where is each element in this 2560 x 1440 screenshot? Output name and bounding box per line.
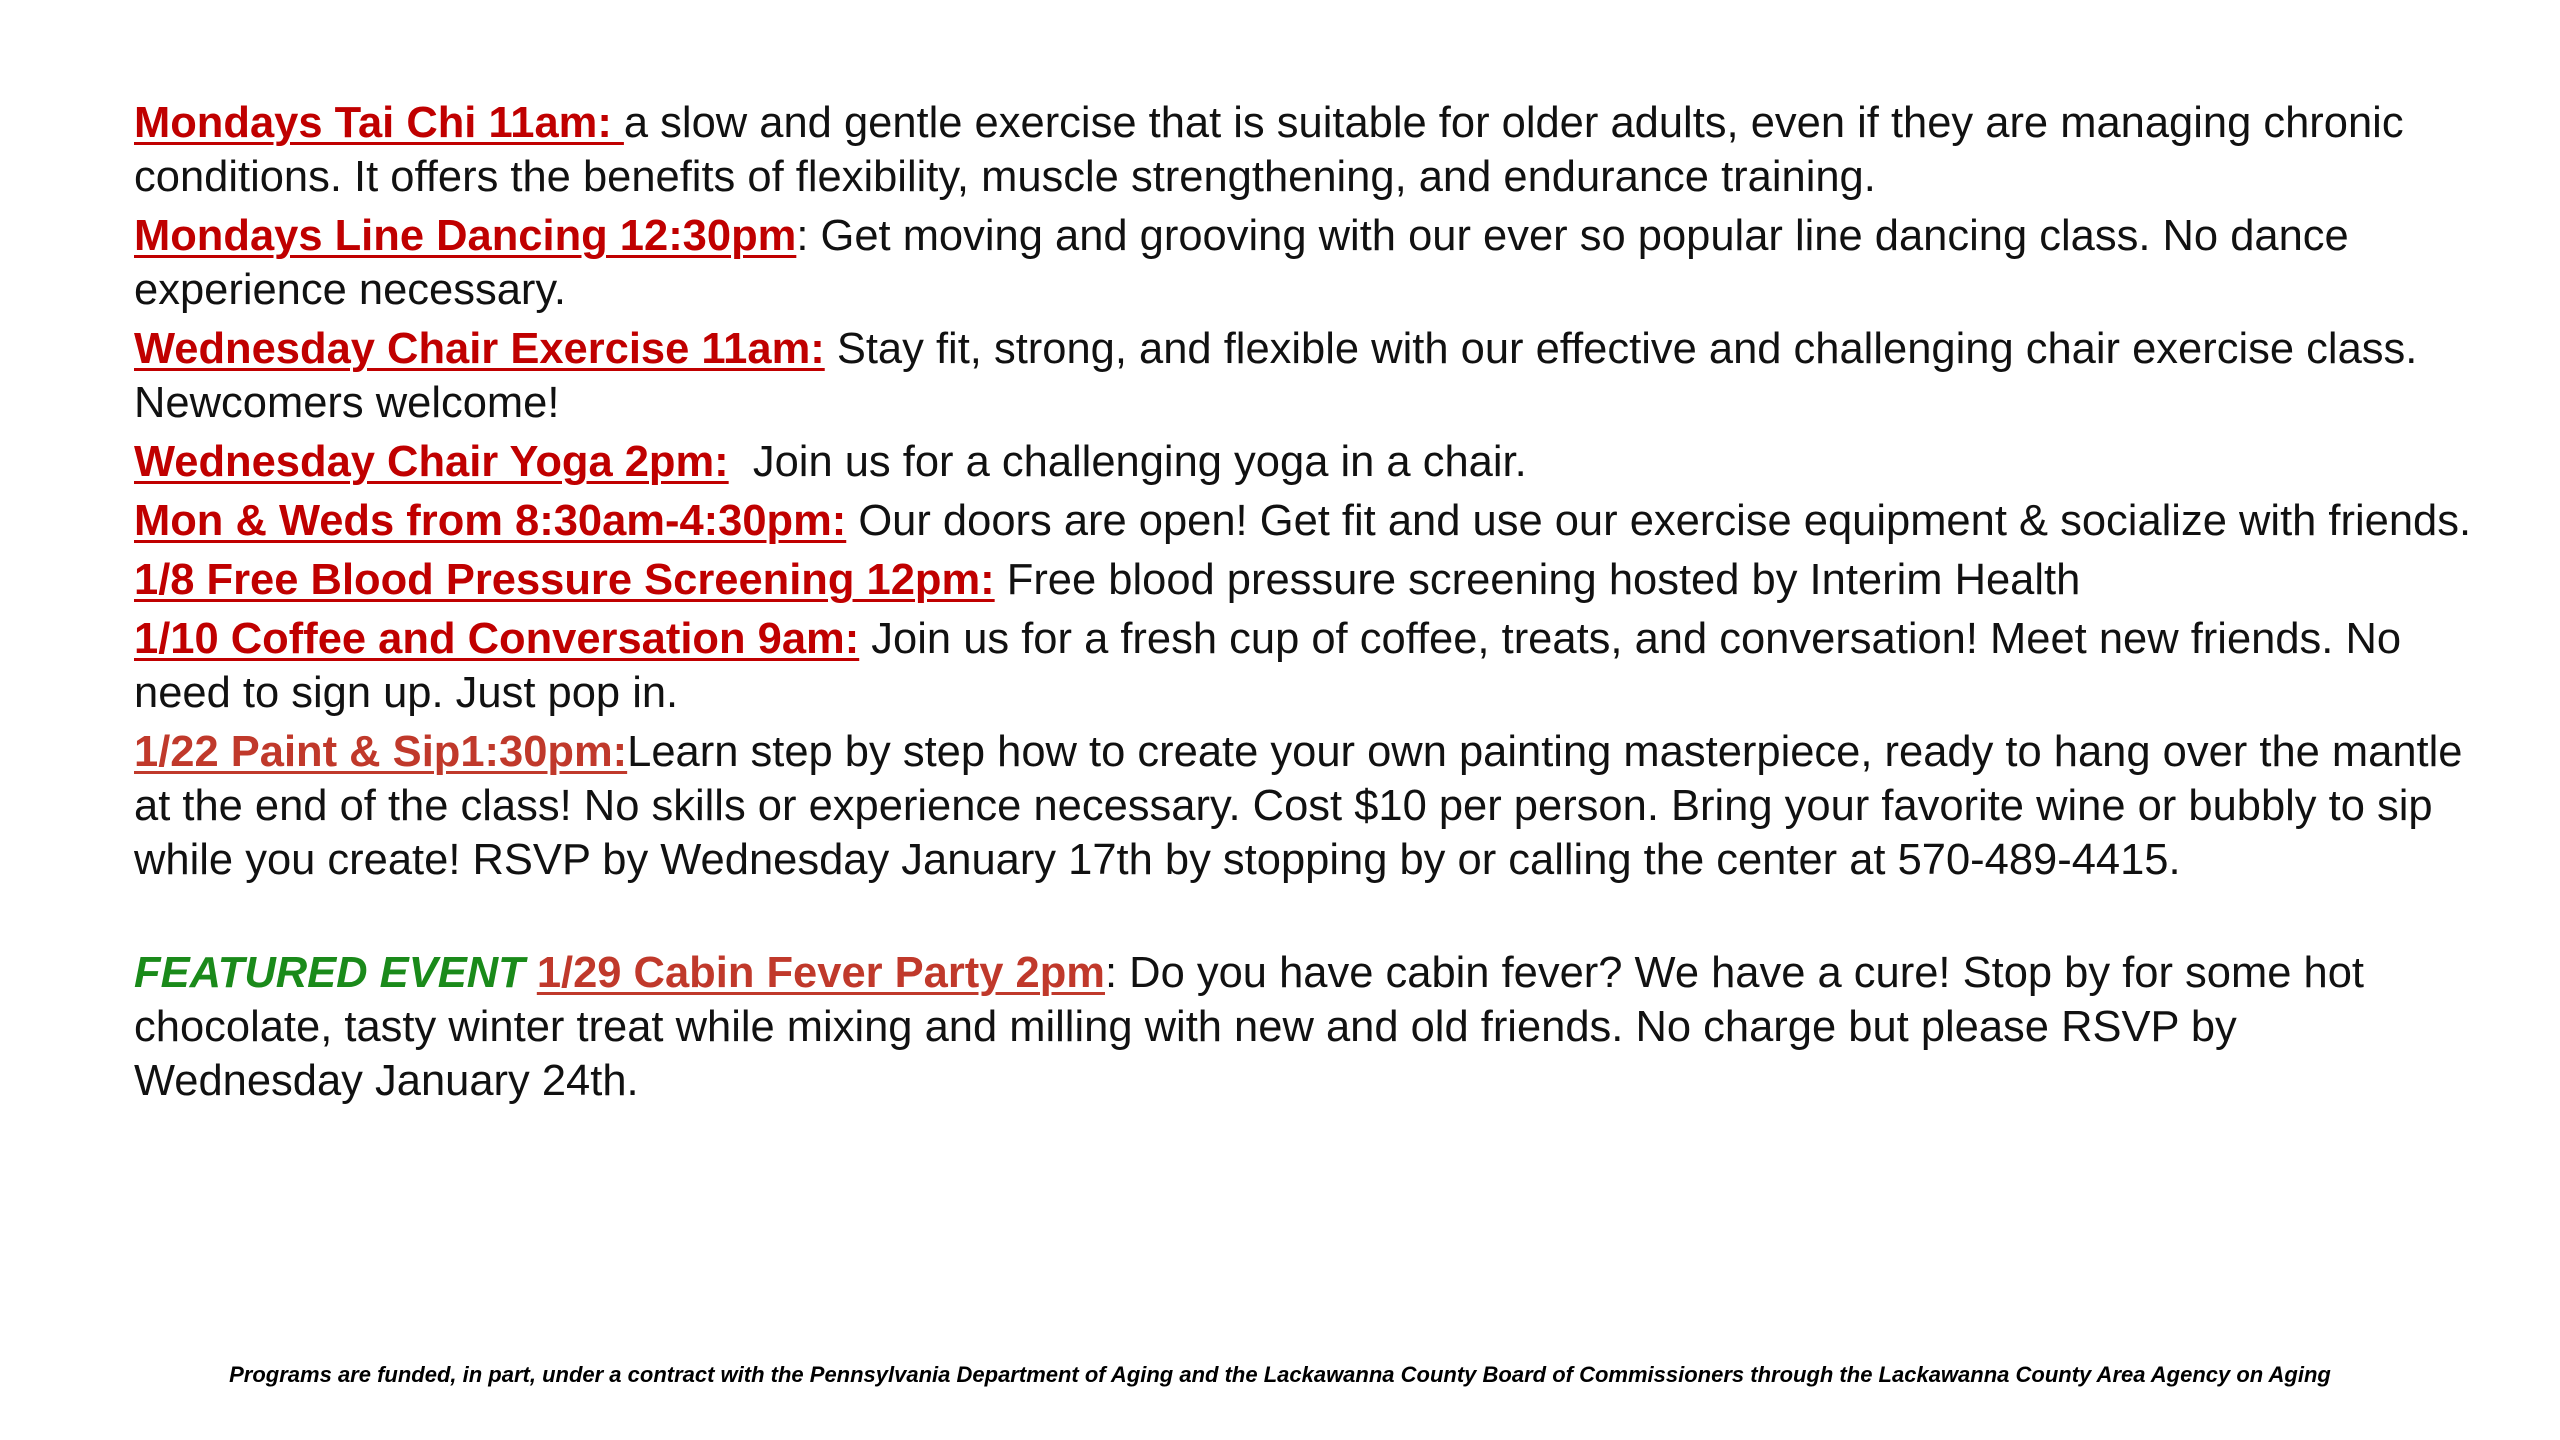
event-open-hours	[134, 494, 2474, 548]
funding-footer: Programs are funded, in part, under a contract with the Pennsylvania Department of Aging and the Lackawanna County Board of Commissioners through the Lackawanna County Area Agency on Aging	[229, 1362, 2331, 1387]
event-description: Stay fit, strong, and flexible with our effective and challenging chair exercise class. Newcomers welcome!	[134, 325, 2418, 427]
event-chair-yoga	[134, 435, 2474, 489]
event-description: : Do you have cabin fever? We have a cure! Stop by for some hot chocolate, tasty winter treat while mixing and milling with new and old friends. No charge but please RSVP by Wednesday January 24th.	[134, 949, 2364, 1105]
event-title: 1/22 Paint & Sip1:30pm:	[134, 728, 628, 776]
event-blood-pressure	[134, 553, 2474, 607]
event-title: Mon & Weds from 8:30am-4:30pm:	[134, 497, 847, 545]
featured-event-tag: FEATURED EVENT	[134, 949, 537, 997]
event-description: Free blood pressure screening hosted by Interim Health	[994, 556, 2081, 604]
event-description: Join us for a challenging yoga in a chair.	[728, 438, 1527, 486]
event-title: Wednesday Chair Exercise 11am:	[134, 325, 825, 373]
featured-event	[134, 946, 2474, 1108]
event-chair-exercise	[134, 322, 2474, 430]
event-description: Our doors are open! Get fit and use our exercise equipment & socialize with friends.	[846, 497, 2472, 545]
event-title: 1/29 Cabin Fever Party 2pm	[536, 949, 1105, 997]
event-description: Join us for a fresh cup of coffee, treats, and conversation! Meet new friends. No need to sign up. Just pop in.	[134, 615, 2402, 717]
event-title: Wednesday Chair Yoga 2pm:	[134, 438, 729, 486]
event-line-dancing	[134, 209, 2474, 317]
event-title: 1/10 Coffee and Conversation 9am:	[134, 615, 860, 663]
event-paint-sip	[134, 725, 2474, 887]
event-title: 1/8 Free Blood Pressure Screening 12pm:	[134, 556, 995, 604]
event-tai-chi	[134, 96, 2474, 204]
event-title: Mondays Tai Chi 11am:	[134, 99, 624, 147]
event-description: a slow and gentle exercise that is suitable for older adults, even if they are managing chronic conditions. It offers the benefits of flexibility, muscle strengthening, and endurance training.	[134, 99, 2404, 201]
event-description: Learn step by step how to create your own painting masterpiece, ready to hang over the mantle at the end of the class! No skills or experience necessary. Cost $10 per person. Bring your favorite wine or bubbly to sip while you create! RSVP by Wednesday January 17th by stopping by or calling the center at 570-489-4415.	[134, 728, 2463, 884]
event-coffee-conversation	[134, 612, 2474, 720]
event-title: Mondays Line Dancing 12:30pm	[134, 212, 797, 260]
event-description: : Get moving and grooving with our ever so popular line dancing class. No dance experience necessary.	[134, 212, 2349, 314]
event-list	[134, 96, 2474, 1113]
spacer	[134, 892, 2474, 946]
